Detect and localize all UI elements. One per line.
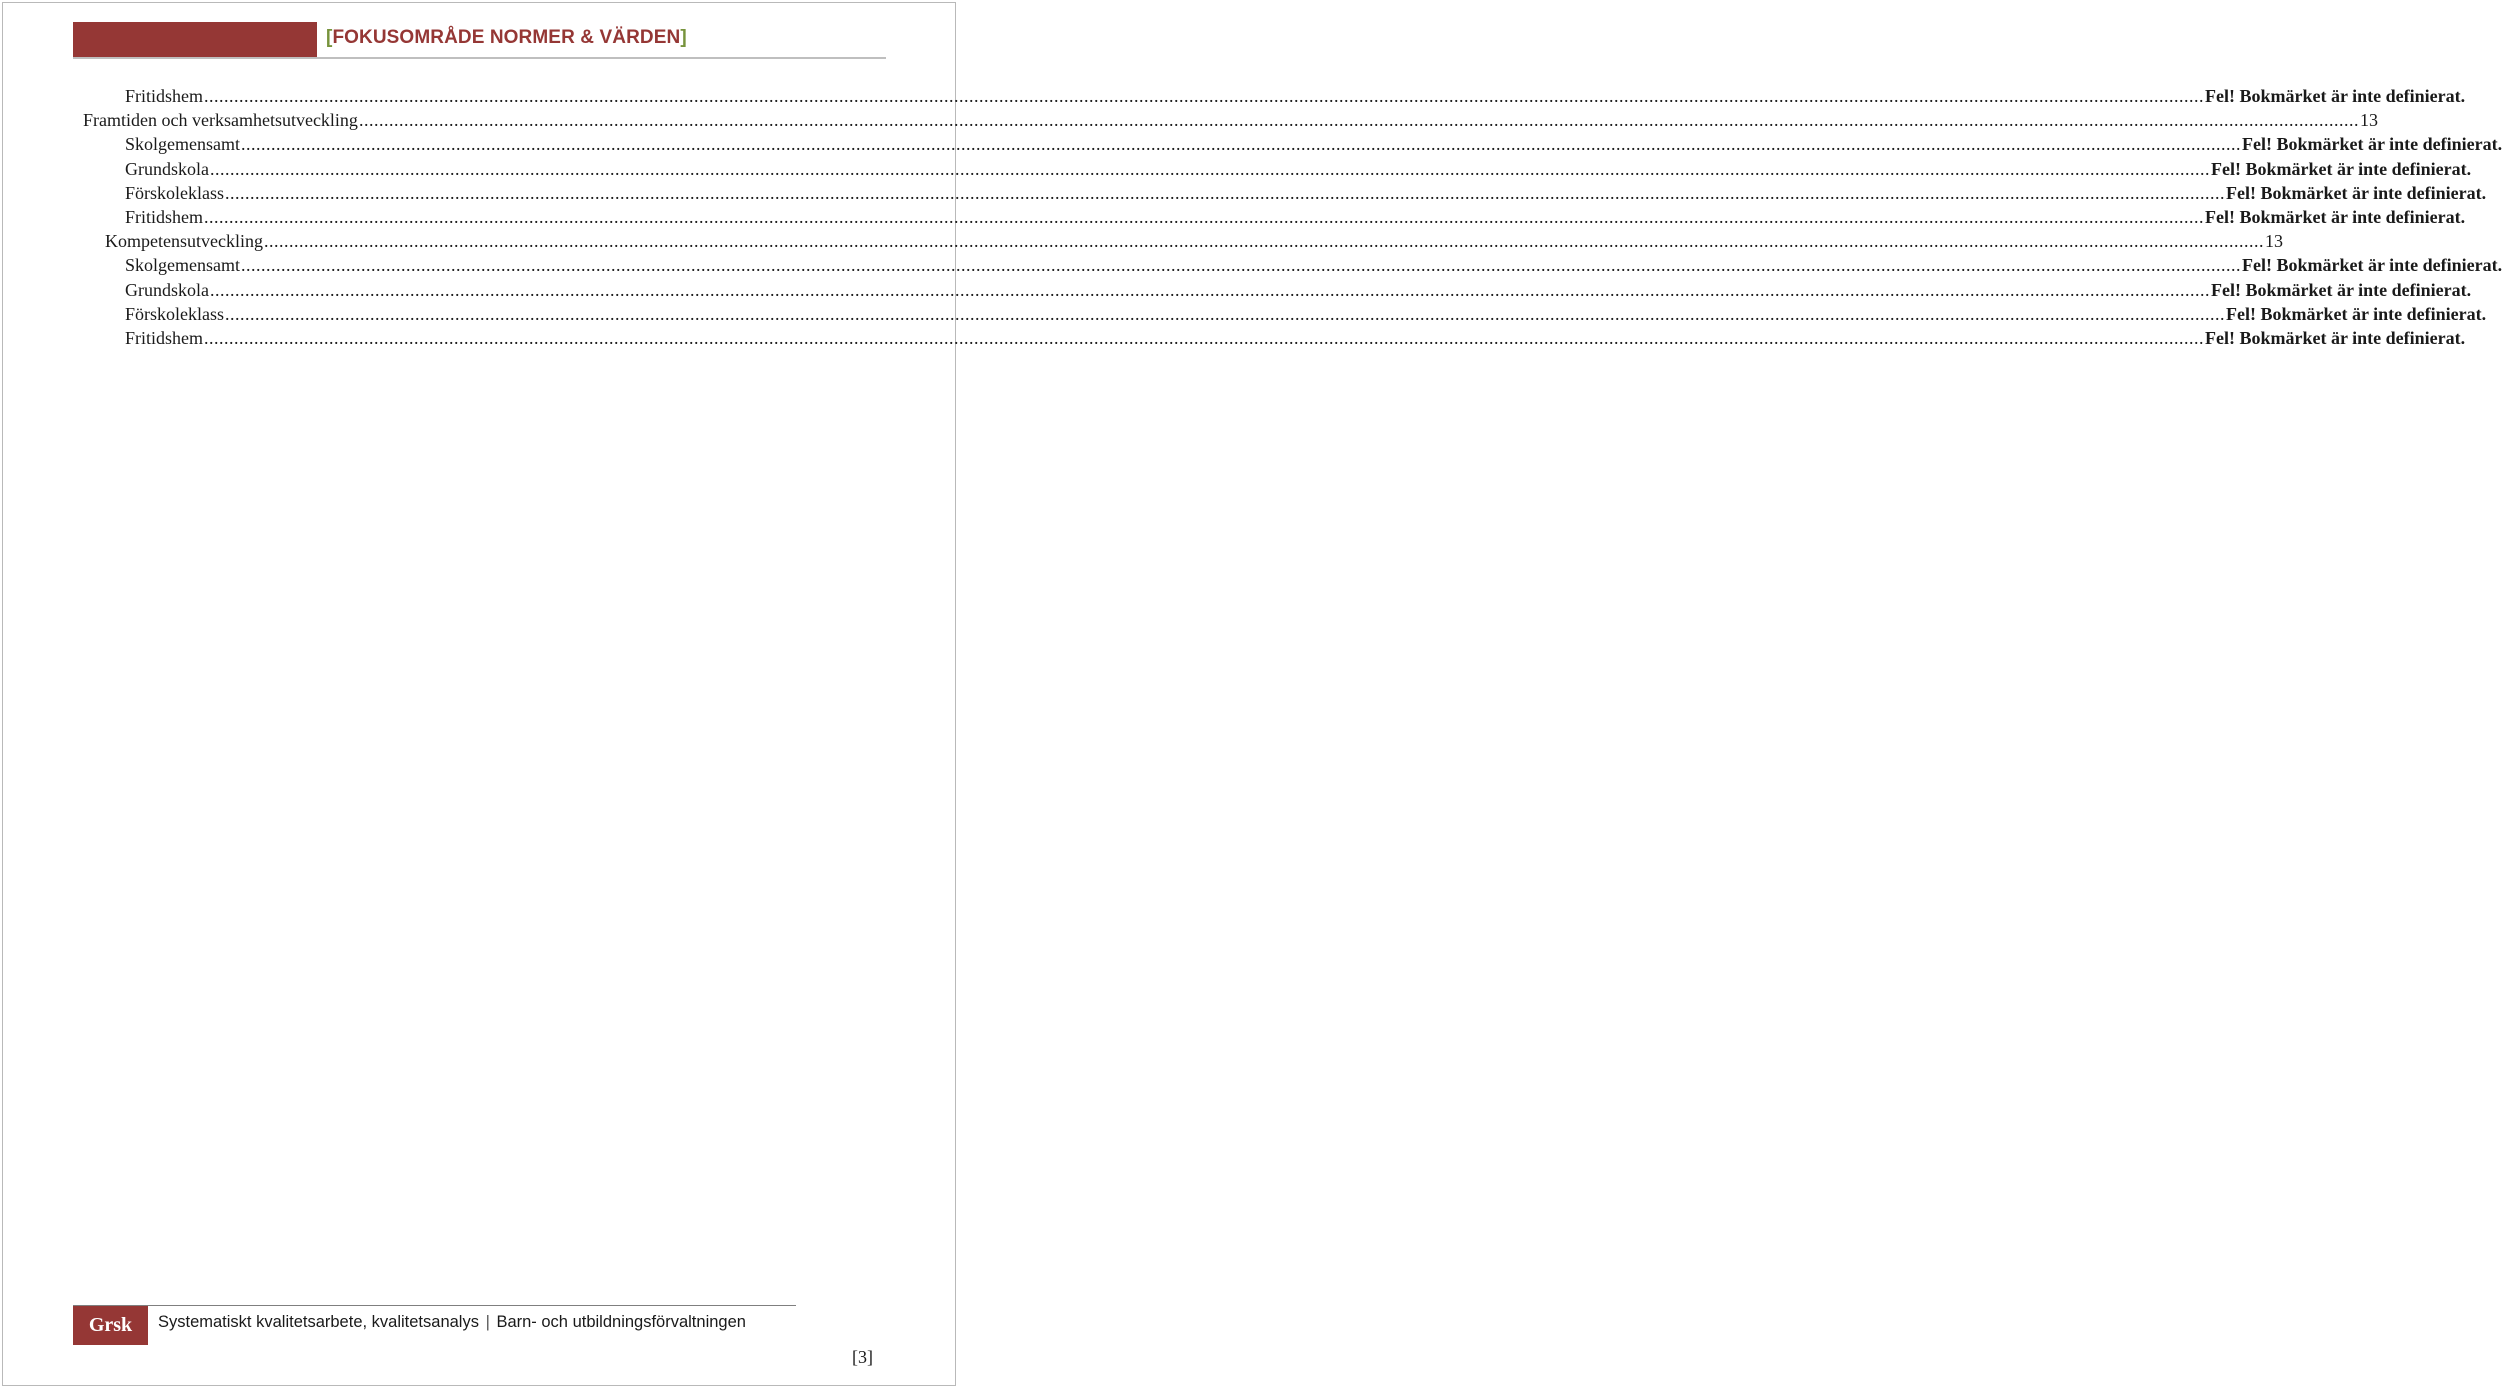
toc-leader-dots: ................................................................................................................................................................................................................................................................................................................................................................................................................ [241,134,2241,155]
toc-entry-label: Fritidshem [125,328,204,348]
toc-leader-dots: ................................................................................................................................................................................................................................................................................................................................................................................................................ [204,207,2205,227]
toc-entry[interactable] [125,326,2466,350]
toc-entry-page: 13 [2359,110,2378,131]
header-accent-bar [73,22,317,58]
toc-entry[interactable] [105,229,2283,253]
toc-leader-dots: ................................................................................................................................................................................................................................................................................................................................................................................................................ [204,328,2205,348]
toc-entry-label: Skolgemensamt [125,255,240,276]
toc-entry[interactable] [125,253,2502,277]
footer-separator: | [485,1313,490,1331]
toc-entry-page: Fel! Bokmärket är inte definierat. [2205,207,2466,227]
toc-entry-label: Fritidshem [125,207,204,227]
toc-entry[interactable] [125,132,2502,156]
toc-entry-label: Grundskola [125,279,209,300]
toc-entry[interactable] [125,84,2466,108]
toc-entry-page: Fel! Bokmärket är inte definierat. [2211,279,2472,300]
footer-rule [73,1305,796,1306]
toc-leader-dots: ................................................................................................................................................................................................................................................................................................................................................................................................................ [225,303,2225,324]
toc-entry-label: Skolgemensamt [125,134,240,155]
toc-entry-label: Framtiden och verksamhetsutveckling [83,110,358,131]
header-title-text: FOKUSOMRÅDE NORMER & VÄRDEN [332,27,681,48]
toc-entry[interactable] [125,302,2487,326]
page-number: [3] [852,1347,873,1367]
toc-entry[interactable] [125,205,2466,229]
toc-entry-label: Förskoleklass [125,182,224,203]
toc-entry-page: Fel! Bokmärket är inte definierat. [2205,86,2466,106]
toc-leader-dots: ................................................................................................................................................................................................................................................................................................................................................................................................................ [210,158,2210,179]
toc-entry-label: Grundskola [125,158,209,179]
header-bracket-open: [ [326,27,333,48]
toc-leader-dots: ................................................................................................................................................................................................................................................................................................................................................................................................................ [210,279,2210,300]
toc-entry-page: Fel! Bokmärket är inte definierat. [2211,158,2472,179]
footer-department: Barn- och utbildningsförvaltningen [496,1313,746,1331]
toc-entry-page: Fel! Bokmärket är inte definierat. [2226,182,2487,203]
toc-entry[interactable] [125,278,2472,302]
footer-text [158,1313,746,1332]
toc-leader-dots: ................................................................................................................................................................................................................................................................................................................................................................................................................ [241,255,2241,276]
toc-entry-label: Förskoleklass [125,303,224,324]
toc-leader-dots: ................................................................................................................................................................................................................................................................................................................................................................................................................ [263,231,2264,252]
toc-entry[interactable] [125,157,2472,181]
header-bracket-close: ] [680,27,687,48]
toc-entry[interactable] [125,181,2487,205]
footer-document-title: Systematiskt kvalitetsarbete, kvalitetsanalys [158,1313,479,1331]
toc-entry-label: Fritidshem [125,86,204,106]
toc-entry[interactable] [83,108,2378,132]
header-rule [73,57,886,59]
toc-leader-dots: ................................................................................................................................................................................................................................................................................................................................................................................................................ [225,182,2225,203]
toc-entry-page: Fel! Bokmärket är inte definierat. [2242,255,2502,276]
footer-logo: Grsk [73,1306,148,1345]
toc-entry-label: Kompetensutveckling [105,231,263,252]
toc-entry-page: Fel! Bokmärket är inte definierat. [2205,328,2466,348]
toc-entry-page: 13 [2264,231,2283,252]
toc-leader-dots: ................................................................................................................................................................................................................................................................................................................................................................................................................ [358,110,2359,131]
toc-entry-page: Fel! Bokmärket är inte definierat. [2242,134,2502,155]
toc-entry-page: Fel! Bokmärket är inte definierat. [2226,303,2487,324]
toc-leader-dots: ................................................................................................................................................................................................................................................................................................................................................................................................................ [204,86,2205,106]
header-title [326,27,687,49]
